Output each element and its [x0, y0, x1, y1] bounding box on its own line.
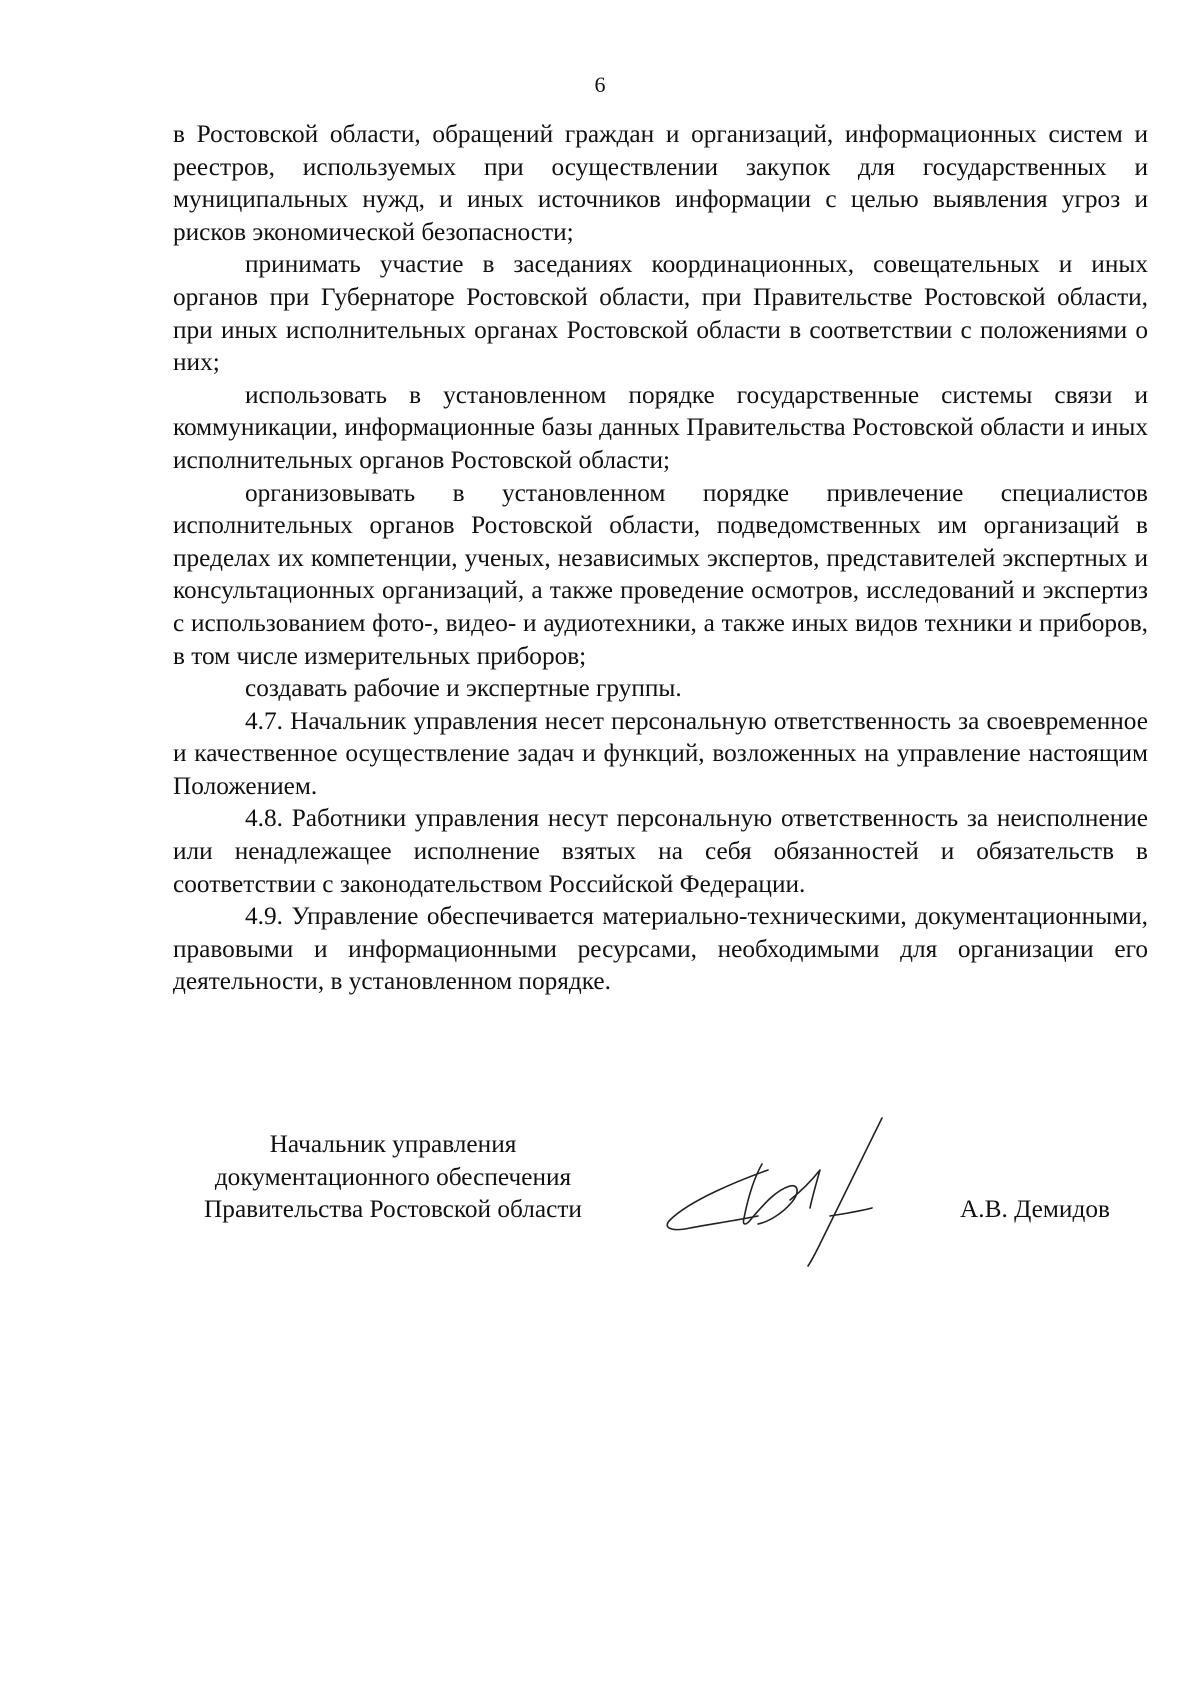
page-number: 6 — [594, 72, 606, 97]
paragraph-participate-meetings: принимать участие в заседаниях координационных, совещательных и иных органов при Губернаторе Ростовской области, при Правительстве Ростовской области, при иных исполнительных органах Ростовской области в соответствии с положениями о них; — [173, 250, 1148, 377]
signer-position-line: Правительства Ростовской области — [204, 1195, 582, 1224]
signature-stroke — [790, 1170, 820, 1208]
paragraph-use-communication-systems: использовать в установленном порядке государственные системы связи и коммуникации, информационные базы данных Правительства Ростовской области и иных исполнительных органов Ростовской области; — [173, 380, 1148, 474]
clause-4-7: 4.7. Начальник управления несет персональную ответственность за своевременное и качественное осуществление задач и функций, возложенных на управление настоящим Положением. — [173, 706, 1148, 800]
clause-4-9: 4.9. Управление обеспечивается материально-техническими, документационными, правовыми и информационными ресурсами, необходимыми для организации его деятельности, в установленном порядке. — [173, 902, 1148, 996]
paragraph-organize-specialists: организовывать в установленном порядке привлечение специалистов исполнительных органов Ростовской области, подведомственных им организаций в пределах их компетенции, ученых, независимых экспертов, представителей экспертных и консультационных организаций, а также проведение осмотров, исследований и экспертиз с использованием фото-, видео- и аудиотехники, а также иных видов техники и приборов, в том числе измерительных приборов; — [173, 478, 1148, 670]
signature-stroke — [808, 1118, 882, 1266]
clause-4-8: 4.8. Работники управления несут персональную ответственность за неисполнение или ненадлежащее исполнение взятых на себя обязанностей и обязательств в соответствии с законодательством Российской Федерации. — [173, 804, 1148, 898]
document-body — [173, 118, 1148, 998]
signer-position-line: документационного обеспечения — [214, 1162, 572, 1191]
handwritten-signature — [650, 1108, 950, 1278]
signer-position-line: Начальник управления — [269, 1130, 517, 1158]
paragraph-create-groups: создавать рабочие и экспертные группы. — [245, 674, 682, 703]
paragraph-continuation: в Ростовской области, обращений граждан и организаций, информационных систем и реестров, используемых при осуществлении закупок для государственных и муниципальных нужд, и иных источников информации с целью выявления угроз и рисков экономической безопасности; — [173, 120, 1148, 246]
signature-stroke — [743, 1164, 797, 1224]
signature-stroke — [667, 1170, 768, 1230]
signer-name: А.В. Демидов — [960, 1195, 1110, 1223]
signer-position — [173, 1128, 613, 1226]
signature-block — [0, 1128, 1200, 1288]
